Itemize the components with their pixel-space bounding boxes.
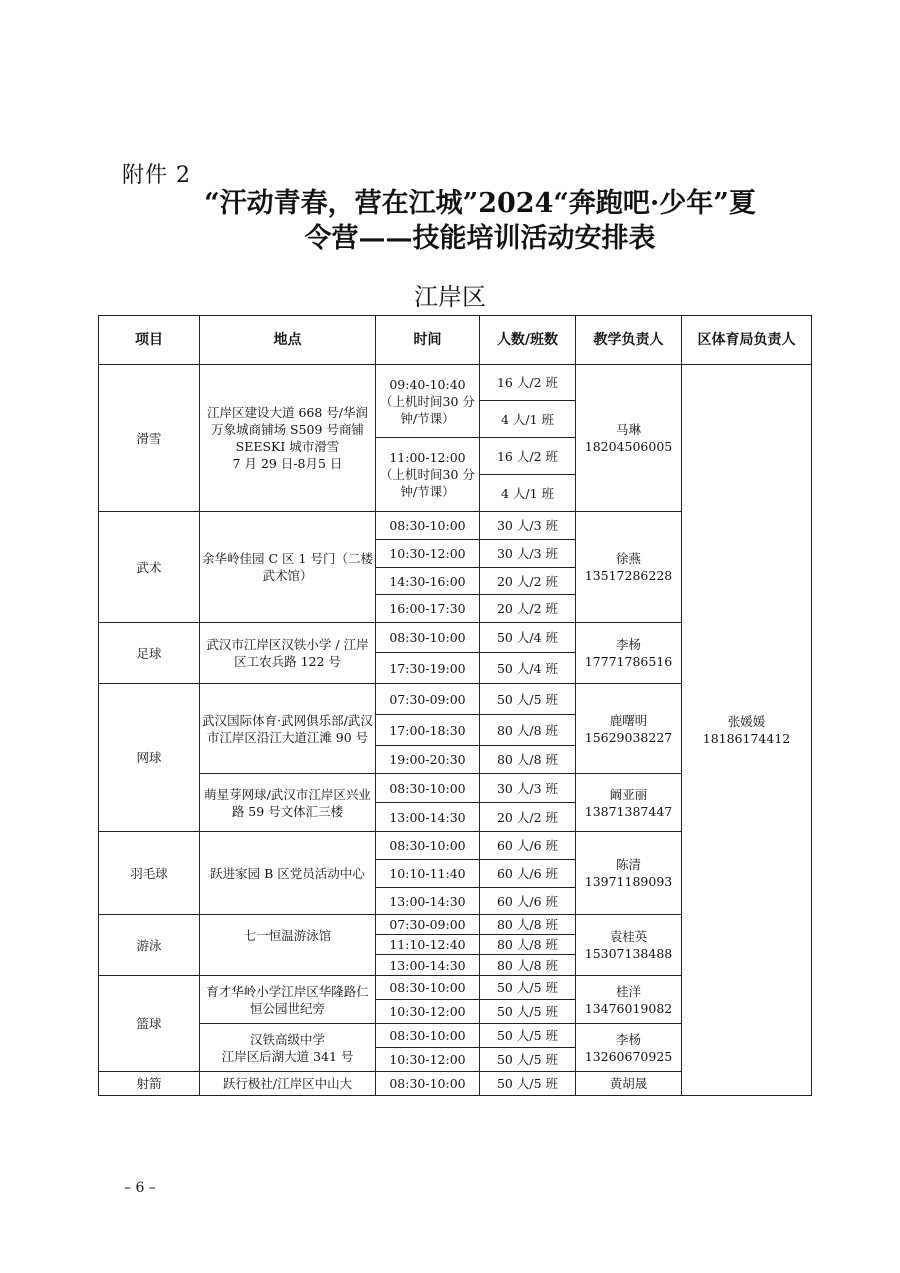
count-cell: 20 人/2 班 <box>480 568 576 595</box>
coach-cell <box>576 976 682 1024</box>
count-cell: 50 人/5 班 <box>480 976 576 1000</box>
time-cell: 11:10-12:40 <box>376 935 480 955</box>
district-contact-name: 张媛媛 <box>727 714 766 729</box>
header-sport: 项目 <box>99 316 200 365</box>
header-row <box>99 316 812 365</box>
header-location: 地点 <box>200 316 376 365</box>
location-cell: 七一恒温游泳馆 <box>200 915 376 976</box>
time-cell: 14:30-16:00 <box>376 568 480 595</box>
count-cell: 80 人/8 班 <box>480 715 576 746</box>
location-cell: 余华岭佳园 C 区 1 号门（二楼武术馆） <box>200 512 376 623</box>
coach-name: 阚亚丽 <box>609 786 648 802</box>
time-cell: 08:30-10:00 <box>376 976 480 1000</box>
coach-name: 李杨 <box>615 1031 641 1047</box>
coach-phone: 13476019082 <box>584 1000 673 1016</box>
time-cell: 13:00-14:30 <box>376 803 480 832</box>
location-cell: 育才华岭小学江岸区华隆路仁恒公园世纪旁 <box>200 976 376 1024</box>
coach-name: 陈清 <box>615 857 641 872</box>
time-cell: 10:30-12:00 <box>376 1048 480 1072</box>
district-heading: 江岸区 <box>414 283 486 311</box>
coach-cell <box>576 774 682 832</box>
coach-phone: 13260670925 <box>584 1048 673 1064</box>
header-time: 时间 <box>376 316 480 365</box>
time-cell: 08:30-10:00 <box>376 774 480 803</box>
sport-cell: 足球 <box>99 623 200 684</box>
time-cell: 08:30-10:00 <box>376 512 480 540</box>
count-cell: 20 人/2 班 <box>480 595 576 623</box>
header-district-contact: 区体育局负责人 <box>682 316 812 365</box>
count-cell: 4 人/1 班 <box>480 401 576 438</box>
header-coach: 教学负责人 <box>576 316 682 365</box>
count-cell: 16 人/2 班 <box>480 365 576 401</box>
header-count: 人数/班数 <box>480 316 576 365</box>
count-cell: 50 人/4 班 <box>480 653 576 684</box>
time-cell: 13:00-14:30 <box>376 888 480 915</box>
coach-name: 马琳 <box>615 422 641 437</box>
location-cell: 武汉市江岸区汉铁小学 / 江岸区工农兵路 122 号 <box>200 623 376 684</box>
sport-cell: 射箭 <box>99 1072 200 1096</box>
coach-name: 徐燕 <box>615 551 641 566</box>
coach-phone: 13517286228 <box>584 568 673 583</box>
time-cell: 11:00-12:00 （上机时间30 分钟/节课） <box>376 438 480 512</box>
sport-cell: 滑雪 <box>99 365 200 512</box>
title-line-2: 令营——技能培训活动安排表 <box>304 223 656 254</box>
coach-name: 袁桂英 <box>609 929 648 944</box>
count-cell: 50 人/5 班 <box>480 1024 576 1048</box>
sport-cell: 武术 <box>99 512 200 623</box>
count-cell: 80 人/8 班 <box>480 746 576 774</box>
count-cell: 30 人/3 班 <box>480 512 576 540</box>
time-cell: 10:30-12:00 <box>376 1000 480 1024</box>
count-cell: 60 人/6 班 <box>480 888 576 915</box>
location-cell: 武汉国际体育·武网俱乐部/武汉市江岸区沿江大道江滩 90 号 <box>200 684 376 774</box>
time-cell: 17:30-19:00 <box>376 653 480 684</box>
time-cell: 17:00-18:30 <box>376 715 480 746</box>
coach-phone: 15307138488 <box>584 946 673 961</box>
location-cell: 江岸区建设大道 668 号/华润万象城商铺场 S509 号商铺 SEESKI 城市滑雪 7 月 29 日-8月5 日 <box>200 365 376 512</box>
sport-cell: 网球 <box>99 684 200 832</box>
coach-phone: 18204506005 <box>584 439 673 454</box>
coach-cell <box>576 623 682 684</box>
count-cell: 30 人/3 班 <box>480 540 576 568</box>
coach-phone: 13871387447 <box>584 803 673 819</box>
count-cell: 16 人/2 班 <box>480 438 576 475</box>
count-cell: 50 人/5 班 <box>480 1000 576 1024</box>
title-line-1: “汗动青春，营在江城”2024“奔跑吧·少年”夏 <box>204 188 756 219</box>
district-contact-cell <box>682 365 812 1096</box>
schedule-table <box>98 315 812 1096</box>
location-cell: 跃行极社/江岸区中山大 <box>200 1072 376 1096</box>
count-cell: 50 人/5 班 <box>480 1072 576 1096</box>
count-cell: 30 人/3 班 <box>480 774 576 803</box>
time-cell: 10:10-11:40 <box>376 860 480 888</box>
time-cell: 10:30-12:00 <box>376 540 480 568</box>
coach-cell: 黄胡晟 <box>576 1072 682 1096</box>
count-cell: 80 人/8 班 <box>480 915 576 935</box>
attachment-label: 附件 2 <box>122 163 191 188</box>
count-cell: 4 人/1 班 <box>480 475 576 512</box>
count-cell: 50 人/4 班 <box>480 623 576 653</box>
time-cell: 16:00-17:30 <box>376 595 480 623</box>
time-cell: 19:00-20:30 <box>376 746 480 774</box>
page-number: – 6 – <box>124 1180 156 1196</box>
coach-phone: 17771786516 <box>584 654 673 669</box>
coach-cell <box>576 512 682 623</box>
coach-cell <box>576 915 682 976</box>
time-cell: 08:30-10:00 <box>376 1072 480 1096</box>
table-row <box>99 365 812 401</box>
coach-phone: 15629038227 <box>584 729 673 745</box>
time-cell: 08:30-10:00 <box>376 623 480 653</box>
time-cell: 07:30-09:00 <box>376 684 480 715</box>
coach-cell <box>576 1024 682 1072</box>
sport-cell: 羽毛球 <box>99 832 200 915</box>
time-cell: 09:40-10:40 （上机时间30 分钟/节课） <box>376 365 480 438</box>
time-cell: 07:30-09:00 <box>376 915 480 935</box>
location-cell: 汉铁高级中学 江岸区后湖大道 341 号 <box>200 1024 376 1072</box>
location-cell: 萌星芽网球/武汉市江岸区兴业路 59 号文体汇三楼 <box>200 774 376 832</box>
coach-cell <box>576 365 682 512</box>
count-cell: 50 人/5 班 <box>480 1048 576 1072</box>
time-cell: 08:30-10:00 <box>376 832 480 860</box>
coach-name: 桂洋 <box>615 983 641 999</box>
sport-cell: 篮球 <box>99 976 200 1072</box>
count-cell: 60 人/6 班 <box>480 860 576 888</box>
location-cell: 跃进家园 B 区党员活动中心 <box>200 832 376 915</box>
time-cell: 08:30-10:00 <box>376 1024 480 1048</box>
coach-name: 李杨 <box>615 637 641 652</box>
sport-cell: 游泳 <box>99 915 200 976</box>
district-contact-phone: 18186174412 <box>702 731 791 746</box>
count-cell: 20 人/2 班 <box>480 803 576 832</box>
coach-name: 鹿曙明 <box>609 712 648 728</box>
coach-phone: 13971189093 <box>584 874 673 889</box>
count-cell: 80 人/8 班 <box>480 955 576 976</box>
time-cell: 13:00-14:30 <box>376 955 480 976</box>
document-title <box>150 186 810 256</box>
count-cell: 60 人/6 班 <box>480 832 576 860</box>
coach-cell <box>576 684 682 774</box>
coach-cell <box>576 832 682 915</box>
count-cell: 80 人/8 班 <box>480 935 576 955</box>
count-cell: 50 人/5 班 <box>480 684 576 715</box>
